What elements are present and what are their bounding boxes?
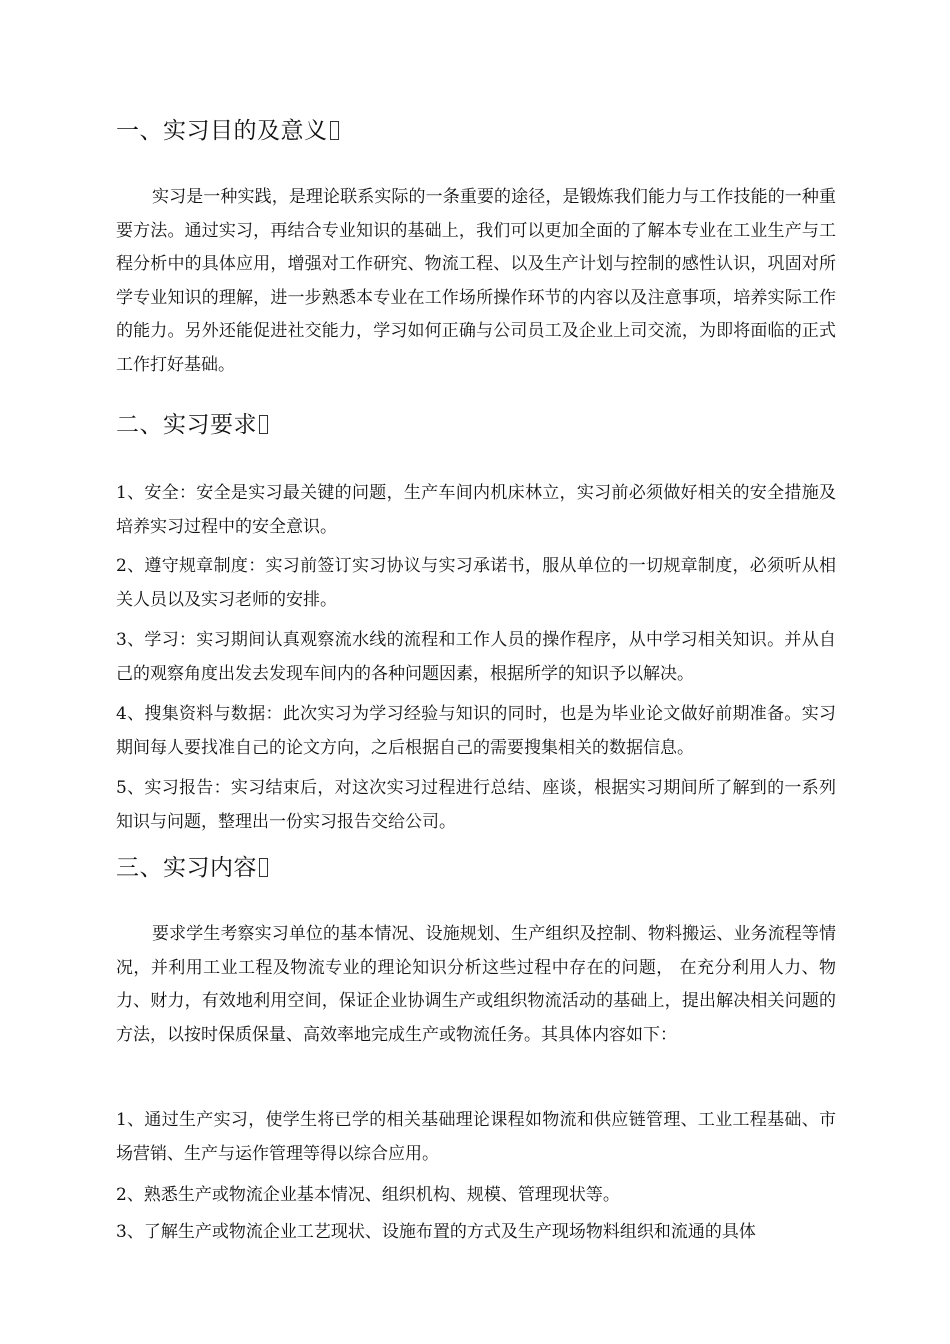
content-item-1: 1、通过生产实习，使学生将已学的相关基础理论课程如物流和供应链管理、工业工程基础、市场营销、生产与运作管理等得以综合应用。 (116, 1110, 836, 1164)
section-title: 三、实习内容 (116, 855, 257, 881)
requirement-item-5: 5、实习报告：实习结束后，对这次实习过程进行总结、座谈，根据实习期间所了解到的一系列知识与问题，整理出一份实习报告交给公司。 (116, 778, 836, 832)
content-item-3: 3、了解生产或物流企业工艺现状、设施布置的方式及生产现场物料组织和流通的具体 (116, 1222, 756, 1242)
section-heading-requirements (116, 410, 268, 440)
paragraph-purpose: 实习是一种实践，是理论联系实际的一条重要的途径，是锻炼我们能力与工作技能的一种重要方法。通过实习，再结合专业知识的基础上，我们可以更加全面的了解本专业在工业生产与工程分析中的具体应用，增强对工作研究、物流工程、以及生产计划与控制的感性认识，巩固对所学专业知识的理解，进一步熟悉本专业在工作场所操作环节的内容以及注意事项，培养实际工作的能力。另外还能促进社交能力，学习如何正确与公司员工及企业上司交流，为即将面临的正式工作打好基础。 (116, 187, 836, 375)
missing-glyph-box-icon (330, 121, 339, 140)
section-heading-content (116, 853, 268, 883)
section-heading-purpose (116, 116, 339, 146)
requirement-item-3: 3、学习：实习期间认真观察流水线的流程和工作人员的操作程序，从中学习相关知识。并从自己的观察角度出发去发现车间内的各种问题因素，根据所学的知识予以解决。 (116, 630, 836, 684)
requirement-item-1: 1、安全：安全是实习最关键的问题，生产车间内机床林立，实习前必须做好相关的安全措施及培养实习过程中的安全意识。 (116, 483, 836, 537)
requirement-item-4: 4、搜集资料与数据：此次实习为学习经验与知识的同时，也是为毕业论文做好前期准备。实习期间每人要找准自己的论文方向，之后根据自己的需要搜集相关的数据信息。 (116, 704, 836, 758)
missing-glyph-box-icon (259, 858, 268, 877)
section-title: 二、实习要求 (116, 412, 257, 438)
section-title: 一、实习目的及意义 (116, 118, 328, 144)
requirement-item-2: 2、遵守规章制度：实习前签订实习协议与实习承诺书，服从单位的一切规章制度，必须听从相关人员以及实习老师的安排。 (116, 556, 836, 610)
content-item-2: 2、熟悉生产或物流企业基本情况、组织机构、规模、管理现状等。 (116, 1185, 620, 1205)
paragraph-content-intro: 要求学生考察实习单位的基本情况、设施规划、生产组织及控制、物料搬运、业务流程等情况，并利用工业工程及物流专业的理论知识分析这些过程中存在的问题， 在充分利用人力、物力、财力，有效地利用空间，保证企业协调生产或组织物流活动的基础上，提出解决相关问题的方法，以按时保质保量、高效率地完成生产或物流任务。其具体内容如下： (116, 924, 836, 1045)
missing-glyph-box-icon (259, 415, 268, 434)
